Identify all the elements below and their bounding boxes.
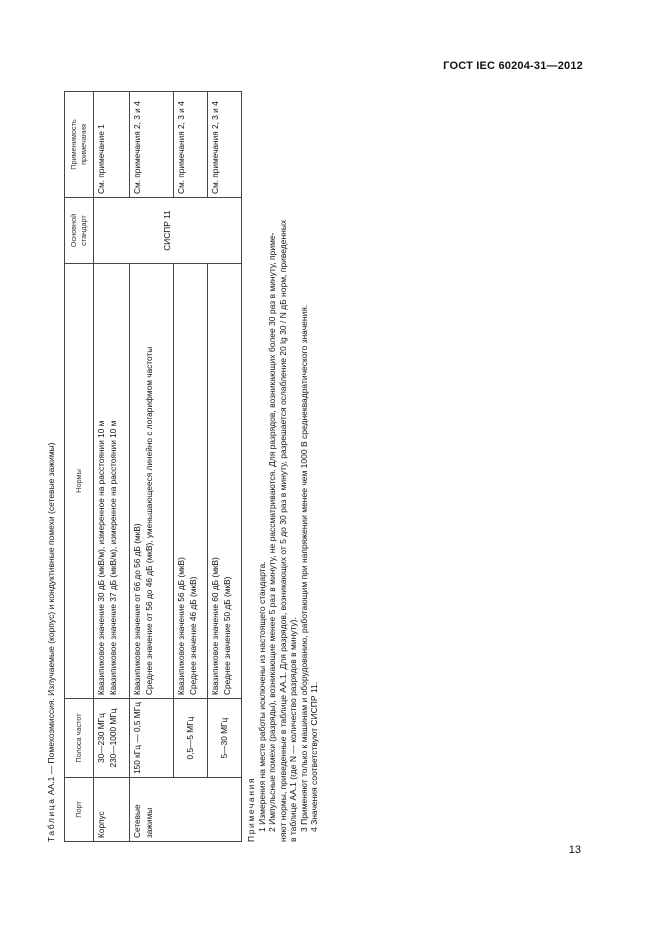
col-header-band: Полоса частот — [65, 699, 94, 778]
table-caption — [44, 92, 58, 842]
cell-applicability: См. примечания 2, 3 и 4 — [208, 92, 242, 198]
cell-applicability: См. примечания 2, 3 и 4 — [130, 92, 174, 198]
table-notes — [246, 92, 320, 842]
rotated-table-block — [44, 92, 322, 842]
norm-line: Квазипиковое значение от 66 до 56 дБ (мкВ) — [132, 523, 142, 695]
cell-applicability: См. примечание 1 — [94, 92, 130, 198]
col-header-port: Порт — [65, 778, 94, 842]
cell-basic-standard: СИСПР 11 — [94, 198, 242, 264]
col-header-basic-standard — [65, 198, 94, 264]
col-header-applic-line1: Применимость — [69, 119, 78, 170]
norm-line: Среднее значение от 56 до 46 дБ (мкВ), уменьшающееся линейно с логарифмом частоты — [143, 346, 154, 695]
col-header-norms: Нормы — [65, 264, 94, 699]
emission-table — [64, 91, 242, 842]
note-line: в таблице АА.1 (где N — количество разрядов в минуту). — [288, 617, 298, 842]
col-header-basic-line1: Основной — [69, 213, 78, 248]
cell-norms — [130, 264, 174, 699]
band-line: 230—1000 МГц — [107, 708, 118, 768]
norm-line: Квазипиковое значение 37 дБ (мкВ/м), измеренное на расстоянии 10 м — [107, 420, 118, 695]
table-row — [94, 92, 130, 842]
cell-band: 5—30 МГц — [208, 699, 242, 778]
band-line: 30—230 МГц — [96, 713, 106, 763]
table-header-row — [65, 92, 94, 842]
note-line: 1 Измерения на месте работы исключены из настоящего стандарта. — [256, 561, 267, 832]
cell-applicability: См. примечания 2, 3 и 4 — [174, 92, 208, 198]
col-header-applicability — [65, 92, 94, 198]
table-caption-text: АА.1 — Помехоэмиссия. Излучаемые (корпус) и кондуктивные помехи (сетевые зажимы) — [46, 442, 56, 796]
cell-band: 0,5—5 МГц — [174, 699, 208, 778]
col-header-applic-line2: примечания — [79, 124, 88, 165]
cell-norms — [208, 264, 242, 699]
note-line: 3 Применяют только к машинам и оборудованию, работающим при напряжении менее чем 1000 В среднеквадратического значения. — [298, 304, 309, 832]
note-line: 2 Импульсные помехи (разряды), возникающие менее 5 раз в минуту, не рассматриваются. Для разрядов, возникающих более 30 раз в минуту, приме- — [267, 232, 277, 832]
norm-line: Квазипиковое значение 56 дБ (мкВ) — [176, 557, 186, 695]
col-header-basic-line2: стандарт — [79, 215, 88, 246]
note-line: няют нормы, приведенные в таблице АА.1. Для разрядов, возникающих от 5 до 30 раз в минуту, разрешается ослабление 20 lg 30 / N дБ норм, приведенных — [277, 219, 288, 842]
notes-title: Примечания — [246, 776, 256, 842]
norm-line: Среднее значение 50 дБ (мкВ) — [221, 576, 232, 695]
page-number: 13 — [568, 844, 581, 856]
note-line: 4 Значения соответствуют СИСПР 11. — [309, 681, 319, 832]
norm-line: Квазипиковое значение 30 дБ (мкВ/м), измеренное на расстоянии 10 м — [96, 420, 106, 695]
norm-line: Среднее значение 46 дБ (мкВ) — [187, 576, 198, 695]
table-caption-label: Таблица — [46, 797, 56, 842]
norm-line: Квазипиковое значение 60 дБ (мкВ) — [210, 557, 220, 695]
cell-port: Сетевые зажимы — [130, 778, 242, 842]
cell-norms — [174, 264, 208, 699]
cell-norms — [94, 264, 130, 699]
cell-band — [94, 699, 130, 778]
cell-band: 150 кГц — 0,5 МГц — [130, 699, 174, 778]
cell-port: Корпус — [94, 778, 130, 842]
document-header: ГОСТ IEC 60204-31—2012 — [443, 60, 583, 72]
